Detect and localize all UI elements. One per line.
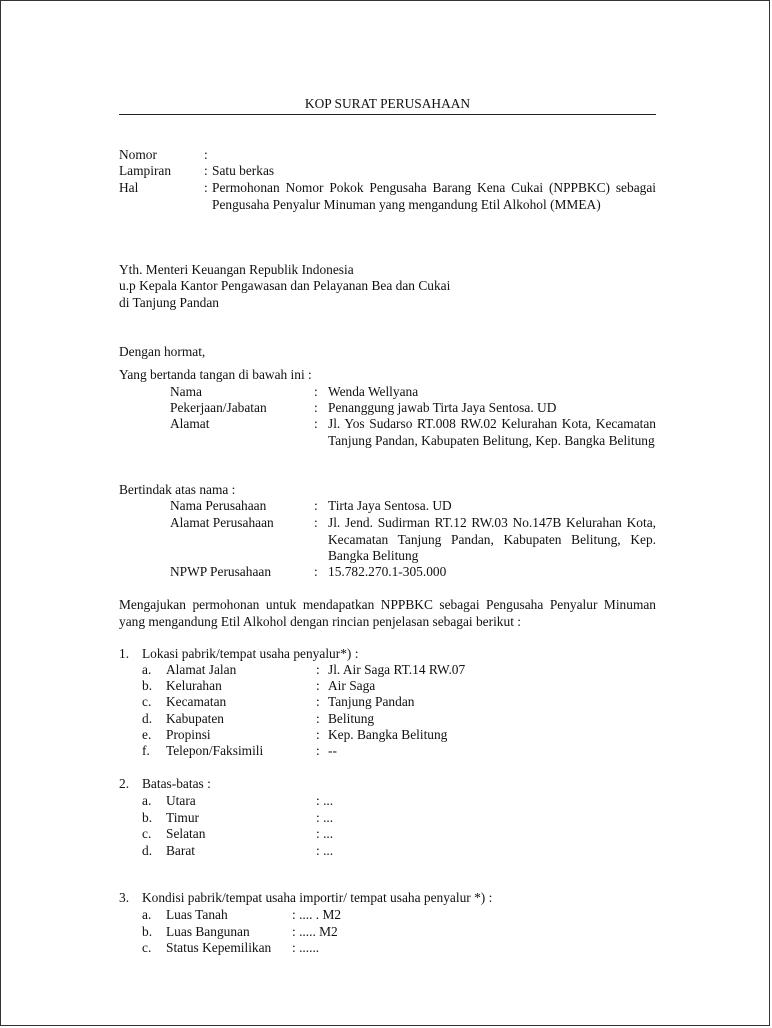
list-item-value: Kep. Bangka Belitung bbox=[328, 726, 448, 742]
nomor-colon: : bbox=[204, 147, 208, 162]
company-nama-value: Tirta Jaya Sentosa. UD bbox=[328, 498, 452, 513]
list-item-value: Air Saga bbox=[328, 678, 376, 694]
nomor-label: Nomor bbox=[119, 147, 157, 162]
list-item-letter: b. bbox=[142, 678, 153, 694]
company-intro: Bertindak atas nama : bbox=[119, 482, 236, 497]
signer-nama-value: Wenda Wellyana bbox=[328, 384, 419, 399]
letterhead: KOP SURAT PERUSAHAAN bbox=[119, 96, 656, 115]
company-alamat-colon: : bbox=[314, 515, 318, 530]
list-item-value: : ..... M2 bbox=[292, 923, 338, 939]
list-item-colon: : bbox=[316, 726, 320, 742]
section-1-title: Lokasi pabrik/tempat usaha penyalur*) : bbox=[142, 646, 359, 661]
list-item-label: Alamat Jalan bbox=[166, 662, 237, 677]
list-item-letter: d. bbox=[142, 710, 153, 726]
hal-colon: : bbox=[204, 180, 208, 195]
list-item-label: Luas Tanah bbox=[166, 907, 228, 922]
list-item-colon: : bbox=[316, 694, 320, 710]
list-item-letter: b. bbox=[142, 809, 153, 825]
list-item-letter: c. bbox=[142, 694, 152, 710]
signer-alamat-value: Jl. Yos Sudarso RT.008 RW.02 Kelurahan Kota, Kecamatan Tanjung Pandan, Kabupaten Belitung, Kep. Bangka Belitung bbox=[328, 416, 656, 448]
recipient-line-2: u.p Kepala Kantor Pengawasan dan Pelayanan Bea dan Cukai bbox=[119, 278, 451, 293]
signer-alamat-label: Alamat bbox=[170, 416, 210, 431]
list-item-colon: : bbox=[316, 678, 320, 694]
signer-nama-label: Nama bbox=[170, 384, 202, 399]
list-item-colon: : bbox=[316, 710, 320, 726]
list-item-label: Telepon/Faksimili bbox=[166, 743, 264, 758]
signer-alamat-colon: : bbox=[314, 416, 318, 431]
list-item-label: Selatan bbox=[166, 826, 206, 841]
list-item-label: Kecamatan bbox=[166, 694, 227, 710]
list-item-letter: e. bbox=[142, 726, 152, 742]
company-npwp-label: NPWP Perusahaan bbox=[170, 564, 272, 579]
hal-label: Hal bbox=[119, 180, 139, 195]
list-item-value: Jl. Air Saga RT.14 RW.07 bbox=[328, 662, 466, 677]
list-item-letter: a. bbox=[142, 793, 152, 808]
list-item-letter: a. bbox=[142, 907, 152, 922]
section-2-number: 2. bbox=[119, 776, 130, 791]
list-item-label: Timur bbox=[166, 809, 199, 825]
list-item-letter: b. bbox=[142, 923, 153, 939]
list-item-letter: a. bbox=[142, 662, 152, 677]
recipient-line-3: di Tanjung Pandan bbox=[119, 295, 219, 310]
request-paragraph: Mengajukan permohonan untuk mendapatkan NPPBKC sebagai Pengusaha Penyalur Minuman yang mengandung Etil Alkohol dengan rincian penjelasan sebagai berikut : bbox=[119, 597, 656, 629]
greeting: Dengan hormat, bbox=[119, 344, 206, 359]
company-alamat-label: Alamat Perusahaan bbox=[170, 515, 274, 530]
company-npwp-colon: : bbox=[314, 564, 318, 579]
lampiran-colon: : bbox=[204, 163, 208, 178]
company-nama-label: Nama Perusahaan bbox=[170, 498, 267, 513]
hal-value: Permohonan Nomor Pokok Pengusaha Barang Kena Cukai (NPPBKC) sebagai Pengusaha Penyalur Minuman yang mengandung Etil Alkohol (MMEA) bbox=[212, 180, 656, 212]
list-item-value: : ...... bbox=[292, 940, 320, 955]
list-item-label: Status Kepemilikan bbox=[166, 940, 272, 955]
signer-pekerjaan-value: Penanggung jawab Tirta Jaya Sentosa. UD bbox=[328, 400, 557, 415]
section-1-number: 1. bbox=[119, 646, 130, 661]
list-item-letter: d. bbox=[142, 842, 153, 858]
list-item-letter: c. bbox=[142, 940, 152, 955]
list-item-value: -- bbox=[328, 743, 337, 758]
list-item-label: Barat bbox=[166, 842, 195, 858]
recipient-line-1: Yth. Menteri Keuangan Republik Indonesia bbox=[119, 262, 354, 277]
signer-nama-colon: : bbox=[314, 384, 318, 399]
section-2-title: Batas-batas : bbox=[142, 776, 211, 791]
lampiran-label: Lampiran bbox=[119, 163, 172, 178]
list-item-label: Kelurahan bbox=[166, 678, 222, 694]
list-item-value: Tanjung Pandan bbox=[328, 694, 415, 710]
company-npwp-value: 15.782.270.1-305.000 bbox=[328, 564, 447, 579]
list-item-value: : ... bbox=[316, 826, 334, 841]
section-3-title: Kondisi pabrik/tempat usaha importir/ tempat usaha penyalur *) : bbox=[142, 890, 493, 905]
lampiran-value: Satu berkas bbox=[212, 163, 275, 178]
signer-intro: Yang bertanda tangan di bawah ini : bbox=[119, 367, 312, 382]
list-item-colon: : bbox=[316, 662, 320, 677]
list-item-value: : ... bbox=[316, 793, 334, 808]
company-nama-colon: : bbox=[314, 498, 318, 513]
list-item-label: Utara bbox=[166, 793, 196, 808]
company-alamat-value: Jl. Jend. Sudirman RT.12 RW.03 No.147B Kelurahan Kota, Kecamatan Tanjung Pandan, Kabupaten Belitung, Kep. Bangka Belitung bbox=[328, 515, 656, 564]
signer-pekerjaan-colon: : bbox=[314, 400, 318, 415]
list-item-letter: c. bbox=[142, 826, 152, 841]
list-item-colon: : bbox=[316, 743, 320, 758]
list-item-value: Belitung bbox=[328, 710, 375, 726]
list-item-letter: f. bbox=[142, 743, 150, 758]
list-item-label: Luas Bangunan bbox=[166, 923, 250, 939]
signer-pekerjaan-label: Pekerjaan/Jabatan bbox=[170, 400, 267, 415]
list-item-value: : .... . M2 bbox=[292, 907, 342, 922]
list-item-label: Kabupaten bbox=[166, 710, 225, 726]
list-item-value: : ... bbox=[316, 809, 334, 825]
section-3-number: 3. bbox=[119, 890, 130, 905]
list-item-label: Propinsi bbox=[166, 726, 211, 742]
list-item-value: : ... bbox=[316, 842, 334, 858]
